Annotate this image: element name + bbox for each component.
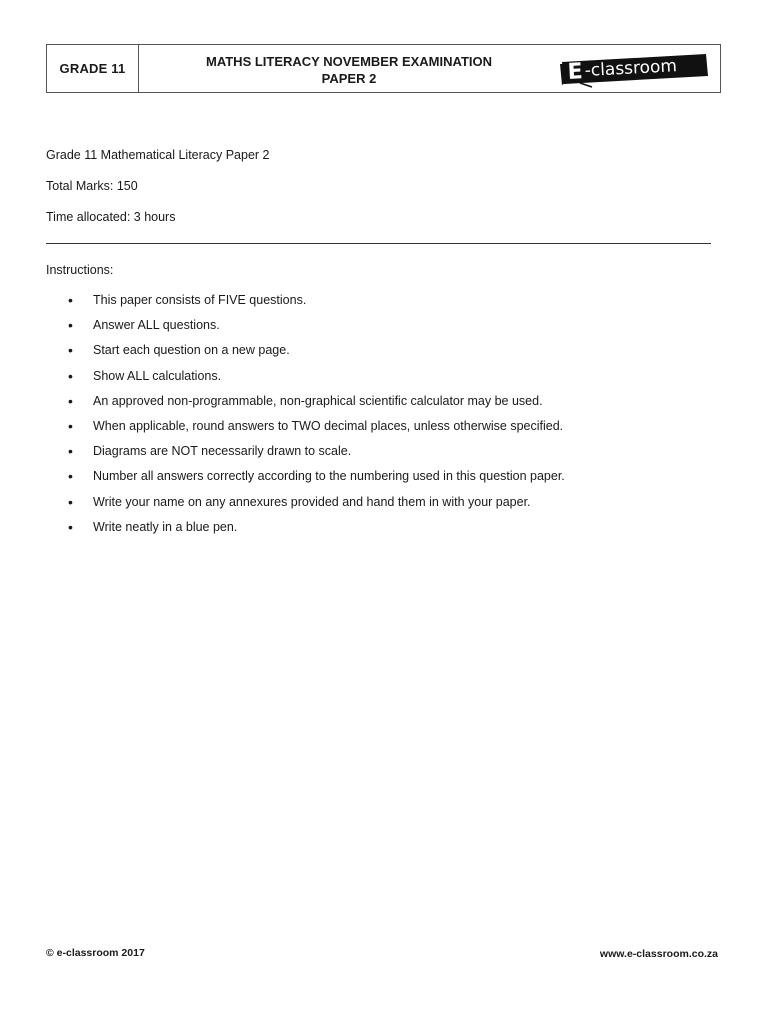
instruction-item: • When applicable, round answers to TWO decimal places, unless otherwise specified.: [68, 417, 564, 434]
footer-copyright: © e-classroom 2017: [46, 947, 145, 959]
grade-label: GRADE 11: [47, 45, 139, 92]
instruction-item: • Start each question on a new page.: [68, 342, 290, 359]
instruction-item: • Diagrams are NOT necessarily drawn to scale.: [68, 443, 352, 460]
instruction-item: • An approved non-programmable, non-graphical scientific calculator may be used.: [68, 392, 543, 409]
instruction-item: • Number all answers correctly according to the numbering used in this question paper.: [68, 468, 565, 485]
instructions-heading: Instructions:: [46, 263, 114, 277]
footer-website[interactable]: www.e-classroom.co.za: [599, 948, 718, 960]
paper-title: Grade 11 Mathematical Literacy Paper 2: [46, 148, 270, 162]
total-marks: Total Marks: 150: [46, 179, 138, 193]
exam-title-line1: MATHS LITERACY NOVEMBER EXAMINATION: [205, 54, 492, 69]
divider-line: [46, 243, 711, 244]
bullet-icon: •: [68, 367, 73, 384]
exam-title-line2: PAPER 2: [321, 71, 377, 86]
bullet-icon: •: [68, 392, 73, 409]
bullet-icon: •: [68, 317, 73, 334]
svg-text:-classroom: -classroom: [584, 56, 678, 81]
instruction-item: • Write your name on any annexures provided and hand them in with your paper.: [68, 493, 531, 510]
bullet-icon: •: [68, 292, 73, 308]
exam-header: [46, 44, 721, 93]
bullet-icon: •: [68, 417, 73, 434]
instruction-item: • Show ALL calculations.: [68, 367, 222, 384]
time-allocated: Time allocated: 3 hours: [46, 210, 176, 224]
bullet-icon: •: [68, 493, 73, 510]
cover-content: [46, 146, 714, 543]
instruction-item: • This paper consists of FIVE questions.: [68, 292, 307, 308]
instruction-item: • Answer ALL questions.: [68, 317, 220, 334]
e-classroom-logo: [558, 52, 710, 88]
bullet-icon: •: [68, 468, 73, 485]
bullet-icon: •: [68, 443, 73, 460]
instruction-item: • Write neatly in a blue pen.: [68, 518, 238, 535]
bullet-icon: •: [68, 518, 73, 535]
instructions-list: [46, 291, 714, 543]
bullet-icon: •: [68, 342, 73, 359]
title-cell: [139, 45, 720, 92]
svg-text:E: E: [567, 59, 584, 85]
exam-title: [139, 53, 559, 87]
